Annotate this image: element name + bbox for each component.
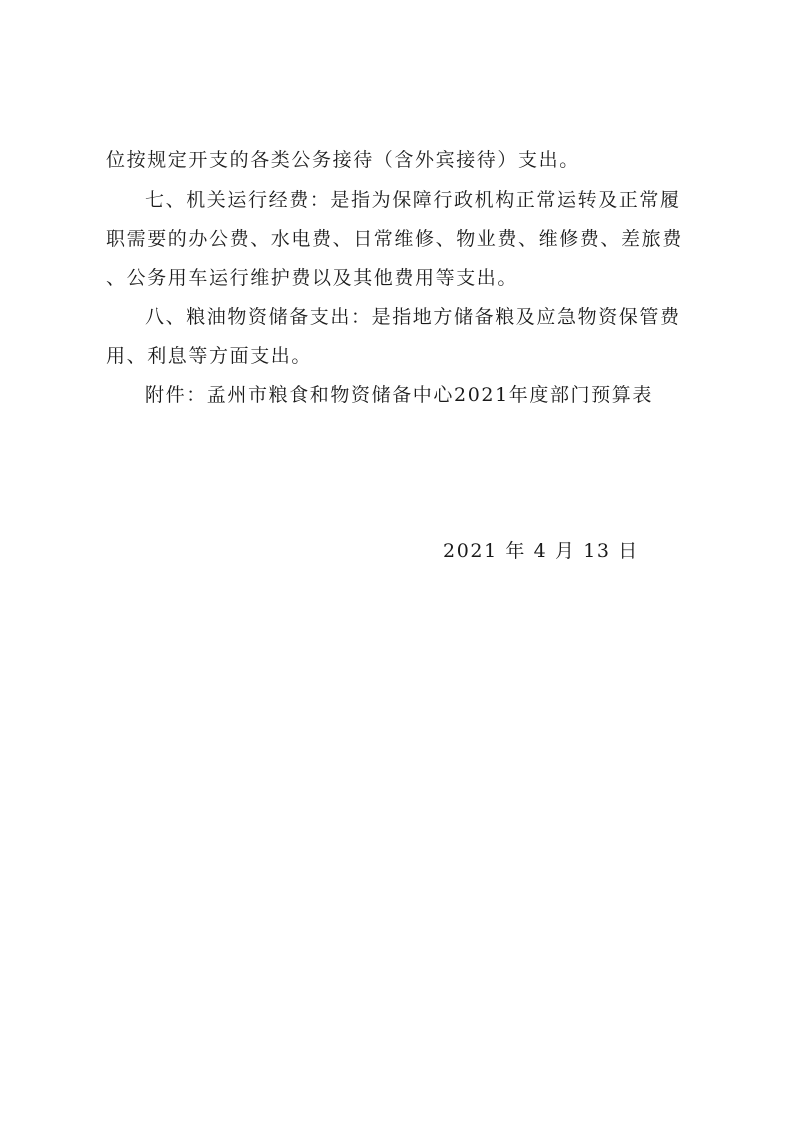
document-date: 2021 年 4 月 13 日 xyxy=(443,540,639,562)
attachment-line: 附件：孟州市粮食和物资储备中心2021年度部门预算表 xyxy=(145,384,653,406)
text-line-2: 七、机关运行经费：是指为保障行政机构正常运转及正常履 xyxy=(145,189,681,211)
text-line-1: 位按规定开支的各类公务接待（含外宾接待）支出。 xyxy=(106,149,580,171)
text-line-3: 职需要的办公费、水电费、日常维修、物业费、维修费、差旅费 xyxy=(106,228,683,250)
text-line-5: 八、粮油物资储备支出：是指地方储备粮及应急物资保管费 xyxy=(145,306,681,328)
text-line-6: 用、利息等方面支出。 xyxy=(106,345,313,367)
text-line-4: 、公务用车运行维护费以及其他费用等支出。 xyxy=(106,267,519,289)
